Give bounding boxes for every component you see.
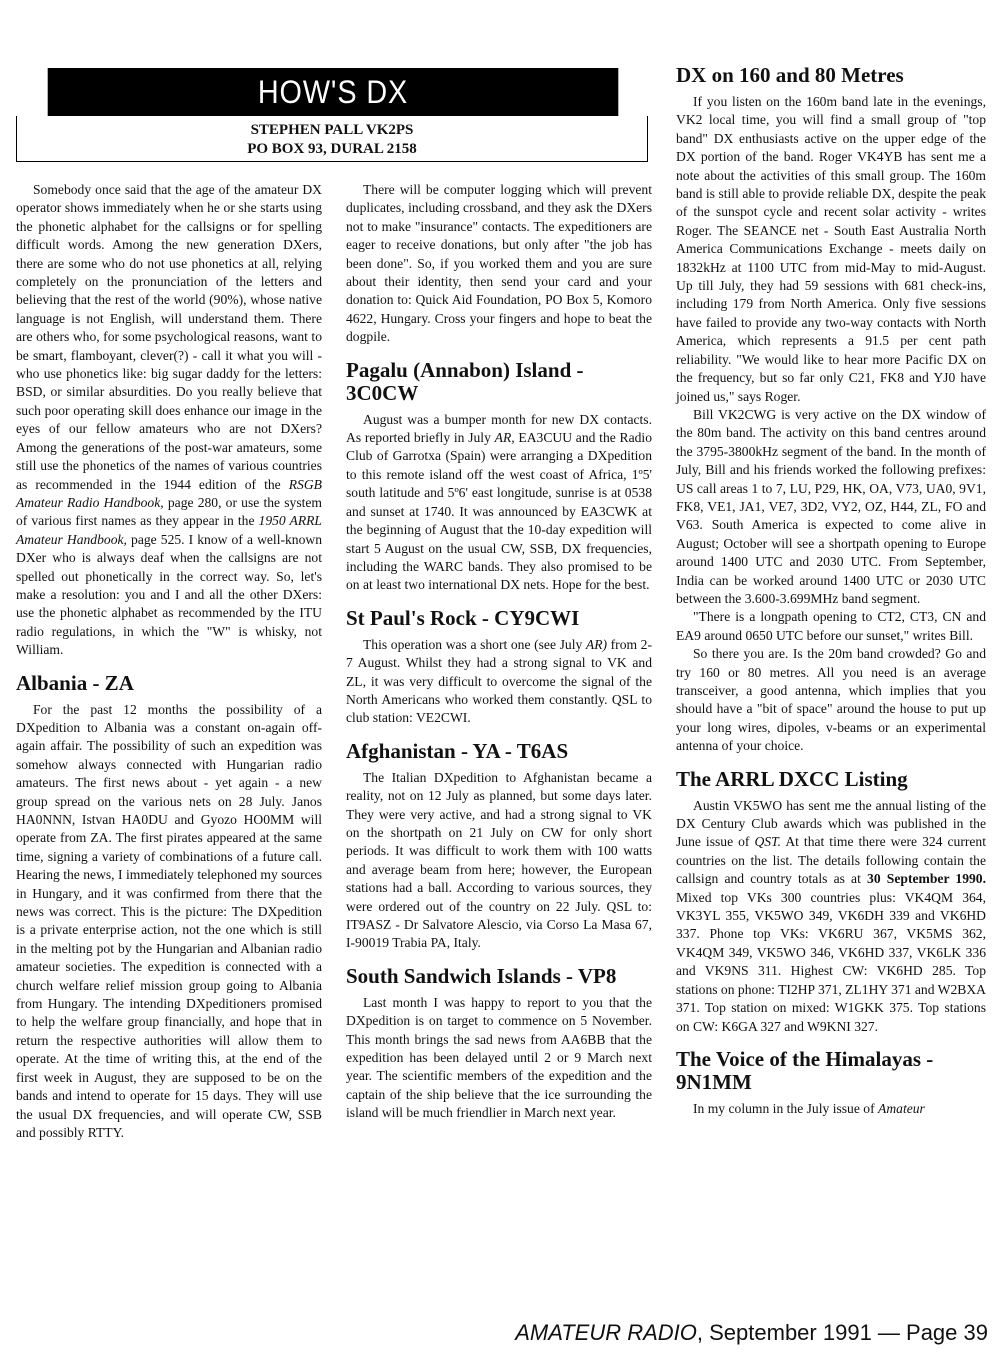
heading-south-sandwich: South Sandwich Islands - VP8: [346, 963, 617, 988]
20m-paragraph: So there you are. Is the 20m band crowded? Go and try 160 or 80 metres. All you need is an average transceiver, a good antenna, which implies that you should have a "bit of space" around the house to put up your long wires, dipoles, v-beams or an experimental antenna of your choice.: [676, 646, 986, 754]
byline: [16, 116, 648, 162]
column-2: [346, 181, 652, 1123]
column-title-banner: [48, 68, 619, 116]
magazine-name: AMATEUR RADIO: [515, 1320, 697, 1345]
st-pauls-rock-paragraph: This operation was a short one (see July AR) from 2-7 August. Whilst they had a strong signal to VK and ZL, it was very difficult to overcome the signal of the North Americans who worked them constantly. QSL to club station: VE2CWI.: [346, 636, 652, 726]
column-1: [16, 181, 322, 1142]
intro-paragraph: Somebody once said that the age of the amateur DX operator shows immediately when he or she starts using the phonetic alphabet for the callsigns or for spelling difficult words. Among the new generation DXers, there are some who do not use phonetics at all, relying completely on the pronunciation of the letters and believing that the rest of the world (90%), whose native language is not English, will understand them. There are others who, for some psychological reasons, want to be smart, flamboyant, clever(?) - call it what you will - who use phonetics like: big sugar daddy for the letters: BSD, or similar absurdities. Do you really believe that such poor operating skill does enhance our image in the eyes of our fellow amateurs who are not DXers? Among the generations of the post-war amateurs, some still use the phonetics of the names of various countries as recommended in the 1944 edition of the RSGB Amateur Radio Handbook, page 280, or use the system of various first names as they appear in the 1950 ARRL Amateur Handbook, page 525. I know of a well-known DXer who is always deaf when the callsigns are not spelled out phonetically in the correct way. So, let's make a resolution: you and I and all the other DXers: use the phonetic alphabet as recommended by the ITU radio regulations, in which the "W" is whisky, not William.: [16, 182, 323, 658]
longpath-paragraph: "There is a longpath opening to CT2, CT3, CN and EA9 around 0650 UTC before our sunset," writes Bill.: [676, 609, 986, 643]
heading-afghanistan: Afghanistan - YA - T6AS: [346, 738, 569, 763]
column-3: [676, 64, 986, 1118]
himalayas-paragraph: In my column in the July issue of Amateur: [693, 1100, 925, 1116]
issue-and-page: , September 1991 — Page 39: [696, 1320, 988, 1345]
page-footer: [480, 1320, 988, 1346]
heading-pagalu: Pagalu (Annabon) Island - 3C0CW: [346, 357, 584, 405]
author-name: STEPHEN PALL VK2PS: [250, 122, 414, 138]
donation-paragraph: There will be computer logging which will prevent duplicates, including crossband, and they ask the DXers not to make "insurance" contacts. The expeditioners are eager to receive donations, but only after "the job has been done". So, if you worked them and you are sure about their identity, then send your card and your donation to: Quick Aid Foundation, PO Box 5, Komoro 4622, Hungary. Cross your fingers and hope to beat the dogpile.: [346, 182, 652, 345]
dxcc-paragraph: Austin VK5WO has sent me the annual listing of the DX Century Club awards which was published in the June issue of QST. At that time there were 324 current countries on the list. The details following contain the callsign and country totals as at 30 September 1990. Mixed top VKs 300 countries plus: VK4QM 364, VK3YL 355, VK5WO 349, VK6DH 339 and VK6HD 337. Phone top VKs: VK6RU 367, VK5MS 362, VK4QM 349, VK5WO 346, VK6HD 337, VK6LK 336 and VK9NS 311. Highest CW: VK6HD 285. Top stations on phone: TI2HP 371, ZL1HY 371 and W2BXA 371. Top station on mixed: W1GKK 375. Top stations on CW: K6GA 327 and W9KNI 327.: [676, 797, 986, 1034]
80m-paragraph: Bill VK2CWG is very active on the DX window of the 80m band. The activity on this band centres around the 3795-3800kHz segment of the band. In the month of July, Bill and his friends worked the following prefixes: US call areas 1 to 7, LU, P29, HK, OA, V73, UA0, 9V1, FK8, VE1, JA1, VE7, 3D2, VY2, OZ, H44, ZL, FO and V63. South America is expected to come alive in August; October will see a shortpath opening to Europe around 1400 UTC and 2030 UTC. From September, India can be worked around 1400 UTC or 2030 UTC between the 3.600-3.699MHz band segment.: [676, 406, 986, 606]
pagalu-paragraph: August was a bumper month for new DX contacts. As reported briefly in July AR, EA3CUU and the Radio Club of Garrotxa (Spain) were arranging a DXpedition to this remote island off the west coast of Africa, 1º5' south latitude and 5º6' east longitude, sunrise is at 0538 and sunset at 1740. It was announced by EA3CWK at the beginning of August that the 10-day expedition will start 5 August on the usual CW, SSB, DX frequencies, including the WARC bands. They also promised to be on at least two international DX nets. Hope for the best.: [346, 411, 652, 593]
author-address: PO BOX 93, DURAL 2158: [247, 141, 417, 157]
heading-albania: Albania - ZA: [16, 670, 134, 695]
afghanistan-paragraph: The Italian DXpedition to Afghanistan became a reality, not on 12 July as planned, but some days later. They were very active, and had a strong signal to VK on the shortpath on 21 July on CW for only short periods. It was difficult to work them with 100 watts and average beam from here; however, the European stations had a ball. According to various sources, they were ordered out of the country on 22 July. QSL to: IT9ASZ - Dr Salvatore Alescio, via Corso La Masa 67, I-90019 Trabia PA, Italy.: [346, 769, 652, 951]
160m-paragraph: If you listen on the 160m band late in the evenings, VK2 local time, you will find a small group of "top band" DX enthusiasts active on the upper edge of the DX portion of the band. Roger VK4YB has sent me a note about the activities of this small group. The 160m band is still able to provide reliable DX, despite the peak of the sunspot cycle and recent solar activity - writes Roger. The SEANCE net - South East Australia North America Communications Exchange - meets daily on 1832kHz at 1100 UTC from mid-May to mid-August. Up till July, they had 59 sessions with 681 check-ins, including 179 from North America. Only five sessions have failed to provide any two-way contacts with North America, which represents a 91.5 per cent path reliability. "We would like to hear more Pacific DX on the frequency, but so far only C21, FK8 and YJ0 have joined us," says Roger.: [676, 94, 986, 404]
heading-voice-himalayas: The Voice of the Himalayas - 9N1MM: [676, 1046, 934, 1094]
column-title: HOW'S DX: [257, 74, 409, 110]
albania-paragraph: For the past 12 months the possibility of a DXpedition to Albania was a constant on-again off-again affair. The possibility of such an expedition was somehow always connected with Hungarian radio amateurs. The first news about - yet again - a new group spread on the various nets on 28 July. Janos HA0NNN, Istvan HA0DU and Gyozo HO0MM will operate from ZA. The first pirates appeared at the same time, signing a variety of combinations of a future call. Hearing the news, I immediately telephoned my sources in Hungary, and it was confirmed from there that the news was correct. This is the picture: The DXpedition is a private enterprise action, not the one which is still in the melting pot by the Hungarian and Albanian radio amateur societies. The expedition is connected with a church welfare relief mission group going to Albania from Hungary. The intending DXpeditioners promised to help the welfare group financially, and hope that in return the respective authorities will allow them to operate. At the time of writing this, at the end of the first week in August, they are supposed to be on the bands and intend to operate for 15 days. They will use the usual DX frequencies, and will operate CW, SSB and possibly RTTY.: [16, 701, 322, 1140]
heading-st-pauls-rock: St Paul's Rock - CY9CWI: [346, 605, 580, 630]
heading-arrl-dxcc: The ARRL DXCC Listing: [676, 766, 908, 791]
heading-160-80-metres: DX on 160 and 80 Metres: [676, 63, 904, 87]
south-sandwich-paragraph: Last month I was happy to report to you that the DXpedition is on target to commence on 5 November. This month brings the sad news from AA6BB that the expedition has been delayed until 2 or 9 March next year. The scientific members of the expedition and the captain of the ship believe that the ice surrounding the island will be much friendlier in March next year.: [346, 994, 652, 1121]
